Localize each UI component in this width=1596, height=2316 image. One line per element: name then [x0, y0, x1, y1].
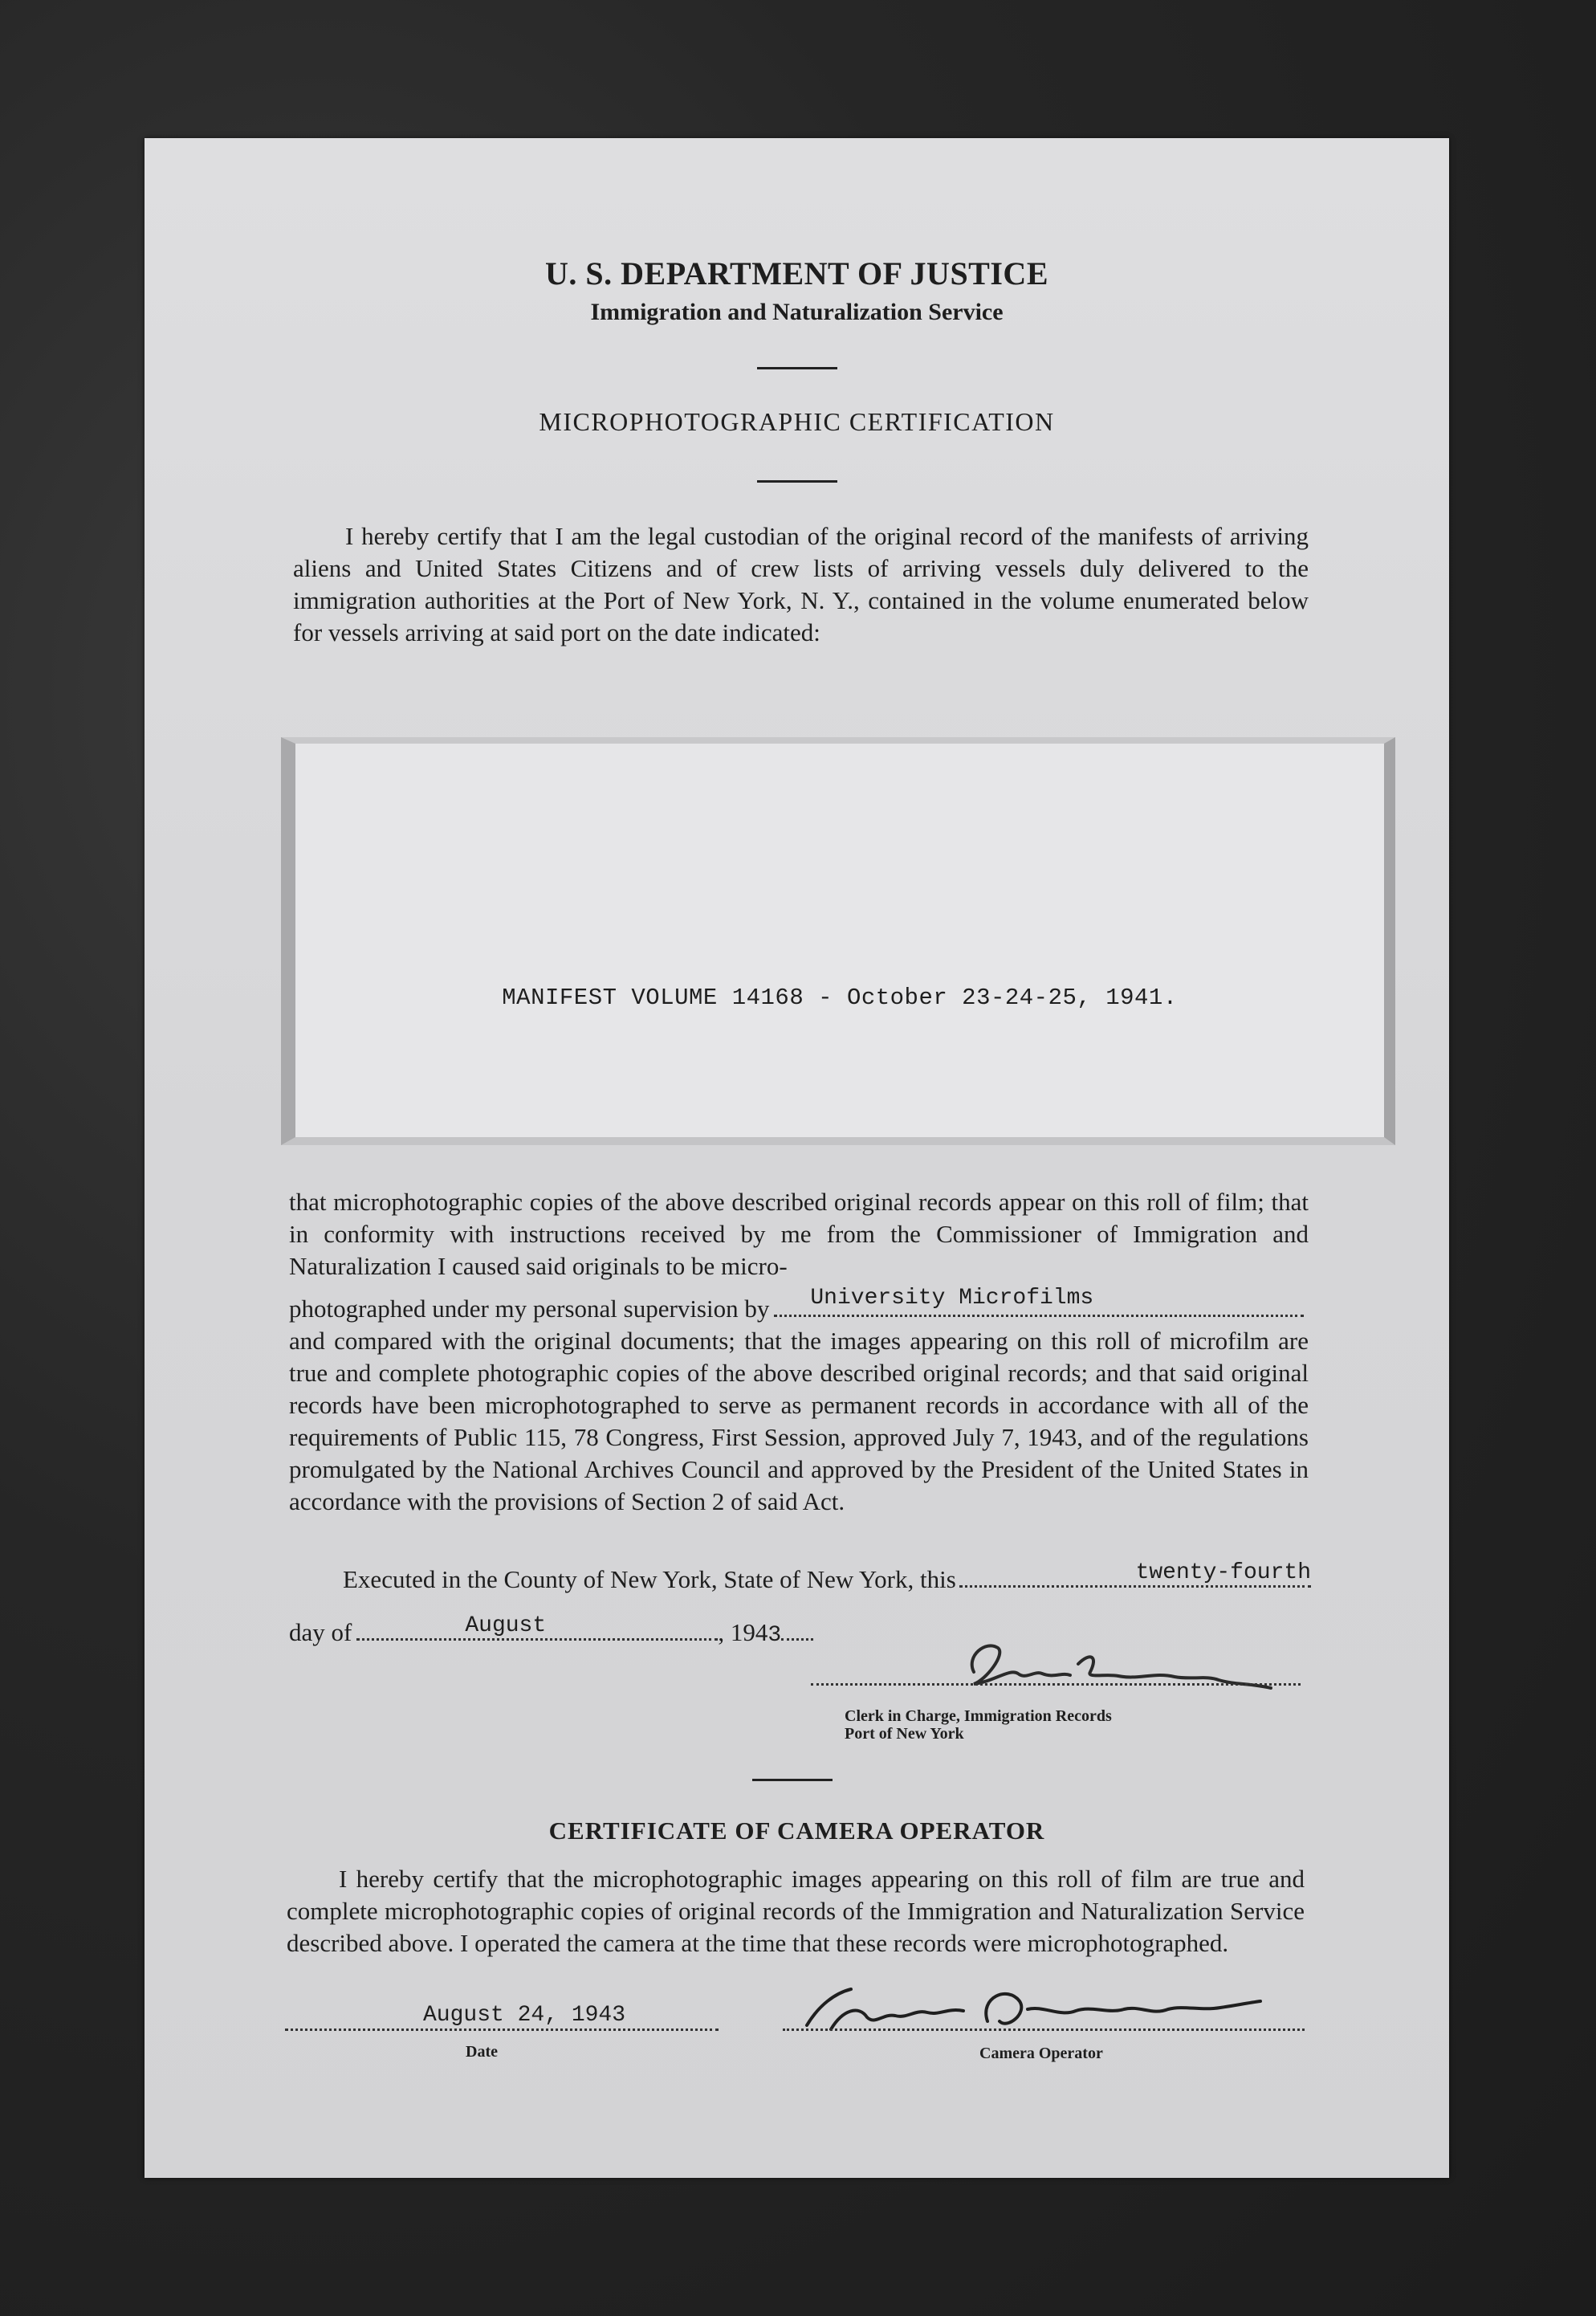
operator-paragraph — [287, 1863, 1305, 1959]
clerk-port: Port of New York — [845, 1725, 964, 1743]
department-title: U. S. DEPARTMENT OF JUSTICE — [545, 255, 1048, 292]
month-dotline — [356, 1614, 718, 1641]
section-divider — [752, 1779, 833, 1781]
supervisor-dotline — [774, 1286, 1304, 1317]
intro-paragraph — [293, 520, 1309, 649]
day-word: twenty-fourth — [1135, 1560, 1311, 1585]
month-value: August — [465, 1613, 547, 1638]
supervision-line — [289, 1286, 1309, 1325]
certification-title: MICROPHOTOGRAPHIC CERTIFICATION — [539, 407, 1055, 436]
date-dotline — [285, 2029, 719, 2031]
manifest-volume-text: MANIFEST VOLUME 14168 - October 23-24-25, 1941. — [502, 985, 1178, 1011]
day-dotline — [959, 1561, 1311, 1588]
title-divider — [757, 480, 837, 483]
year-dotline — [781, 1617, 813, 1641]
body-text-part1: that microphotographic copies of the above described original records appear on this roll of film; that in conformity with instructions received by me from the Commissioner of Immigration and Naturalization I caused said originals to be micro- — [289, 1188, 1309, 1280]
execution-prefix: Executed in the County of New York, State of New York, this — [343, 1565, 956, 1593]
header-divider — [757, 367, 837, 369]
body-paragraph — [289, 1186, 1309, 1518]
date-line — [289, 1614, 813, 1648]
clerk-signature-line — [811, 1683, 1301, 1686]
camera-operator-label: Camera Operator — [979, 2045, 1103, 2062]
body-text-part2: and compared with the original documents; that the images appearing on this roll of microfilm are true and complete photographic copies of the above described original records; and that said original records have been microphotographed to serve as permanent records in accordance with all of the requirements of Public 115, 78 Congress, First Session, approved July 7, 1943, and of the regulations promulgated by the National Archives Council and approved by the President of the United States in accordance with the provisions of Section 2 of said Act. — [289, 1327, 1309, 1515]
supervisor-name: University Microfilms — [810, 1286, 1094, 1311]
camera-operator-title: CERTIFICATE OF CAMERA OPERATOR — [548, 1817, 1045, 1845]
certificate-sheet — [145, 138, 1449, 2178]
service-subtitle: Immigration and Naturalization Service — [590, 299, 1004, 325]
execution-line — [343, 1561, 1311, 1594]
operator-signature-line — [783, 2029, 1305, 2031]
date-label: Date — [466, 2043, 498, 2061]
day-of-label: day of — [289, 1618, 352, 1646]
clerk-signature — [898, 1624, 1315, 1712]
intro-text: I hereby certify that I am the legal custodian of the original record of the manifests of arriving aliens and United States Citizens and of crew lists of arriving vessels duly delivered to the immigration authorities at the Port of New York, N. Y., contained in the volume enumerated below for vessels arriving at said port on the date indicated: — [293, 522, 1309, 646]
year-digit: 3 — [767, 1623, 782, 1648]
operator-text: I hereby certify that the microphotographic images appearing on this roll of film are true and complete microphotographic copies of original records of the Immigration and Naturalization Service described above. I operated the camera at the time that these records were microphotographed. — [287, 1865, 1305, 1957]
clerk-title: Clerk in Charge, Immigration Records — [845, 1707, 1112, 1725]
supervision-prefix: photographed under my personal supervision by — [289, 1295, 770, 1323]
manifest-volume-card — [281, 737, 1395, 1145]
year-prefix: , 194 — [718, 1618, 768, 1646]
operator-signature — [787, 1961, 1317, 2049]
operator-date: August 24, 1943 — [423, 2003, 626, 2028]
